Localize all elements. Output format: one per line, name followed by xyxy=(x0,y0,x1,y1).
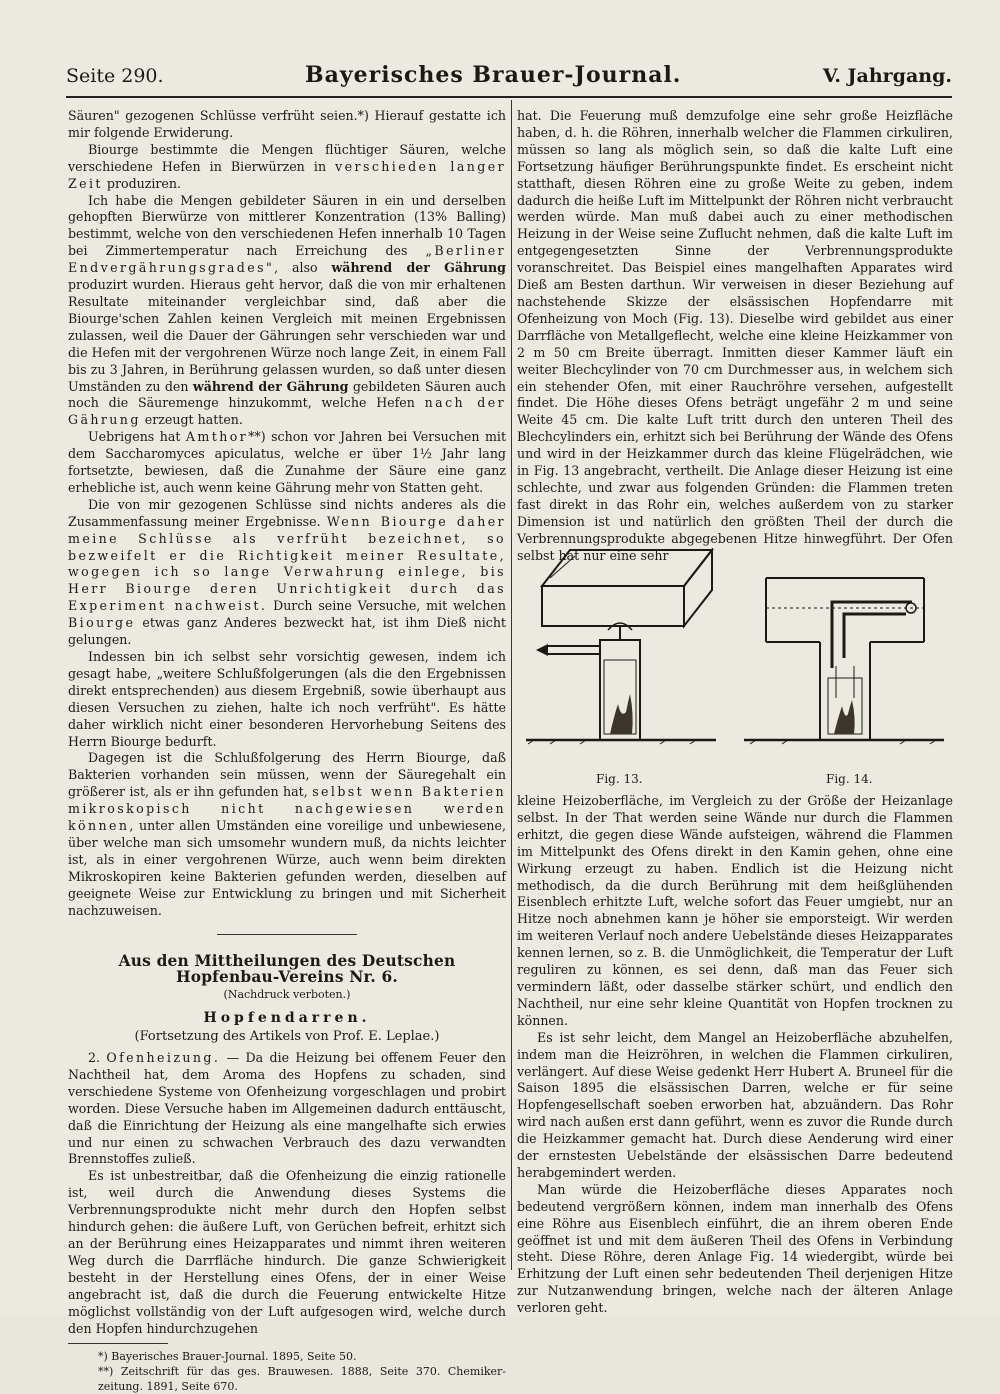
paragraph: Ich habe die Mengen gebildeter Säuren in ein und derselben gehopften Bierwürze von mittlerer Konzentration (13% Balling) bestimmt, welche von den verschiedenen Hefen innerhalb 10 Tagen bei Zimmertemperatur nach Erreichung des „Berliner Endvergährungsgrades", also während der Gährung produzirt wurden. Hieraus geht hervor, daß die von mir erhaltenen Resultate miteinander vergleichbar sind, daß aber die Biourge'schen Zahlen keinen Vergleich mit meinen Ergebnissen zulassen, weil die Dauer der Gährungen sehr verschieden war und die Hefen mit der vergohrenen Würze noch lange Zeit, in einem Fall bis zu 3 Jahren, in Berührung gelassen wurden, so daß unter diesen Umständen zu den während der Gährung gebildeten Säuren auch noch die Säuremenge hinzukommt, welche Hefen nach der Gährung erzeugt hatten. xyxy=(68,192,506,428)
paragraph: hat. Die Feuerung muß demzufolge eine sehr große Heizfläche haben, d. h. die Röhren, innerhalb welcher die Flammen cirkuliren, müssen so lang als möglich sein, so daß die kalte Luft eine Fortsetzung häufiger Berührungspunkte findet. Es erscheint nicht statthaft, diesen Röhren eine zu große Weite zu geben, indem dadurch die heiße Luft im Mittelpunkt der Röhren nicht verbraucht werden würde. Man muß dabei auch zu einer methodischen Heizung in der Weise seine Zuflucht nehmen, daß die kalte Luft im entgegengesetzten Sinne der Verbrennungsprodukte voranschreitet. Das Beispiel eines mangelhaften Apparates wird Dieß am Besten darthun. Wir verweisen in dieser Beziehung auf nachstehende Skizze der elsässischen Hopfendarre mit Ofenheizung von Moch (Fig. 13). Dieselbe wird gebildet aus einer Darrfläche von Metallgeflecht, welche eine kleine Heizkammer von 2 m 50 cm Breite überragt. Inmitten dieser Kammer läuft ein weiter Blechcylinder von 70 cm Durchmesser aus, in welchem sich ein stehender Ofen, mit einer Rauchröhre versehen, aufgestellt findet. Die Höhe dieses Ofens beträgt ungefähr 2 m und seine Weite 45 cm. Die kalte Luft tritt durch den unteren Theil des Blechcylinders ein, erhitzt sich bei Berührung der Wände des Ofens und wird in der Heizkammer durch das kleine Flügelrädchen, wie in Fig. 13 angebracht, vertheilt. Die Anlage dieser Heizung ist eine schlechte, und zwar aus folgenden Gründen: die Flammen treten fast direkt in das Rohr ein, welches außerdem von zu starker Dimension ist und natürlich den größten Theil der durch die Verbrennungsprodukte abgegebenen Hitze hinwegführt. Der Ofen selbst hat nur eine sehr xyxy=(517,108,953,563)
right-column-bottom xyxy=(517,793,953,1317)
column-divider xyxy=(511,100,512,1270)
paragraph: Säuren" gezogenen Schlüsse verfrüht seien.*) Hierauf gestatte ich mir folgende Erwiderung. xyxy=(68,108,506,140)
continuation-note: (Fortsetzung des Artikels von Prof. E. Leplae.) xyxy=(134,1029,440,1045)
running-header xyxy=(66,62,952,98)
right-column-top xyxy=(517,108,953,564)
page-number: Seite 290. xyxy=(66,65,164,87)
volume-label: V. Jahrgang. xyxy=(822,65,952,87)
footnote-rule xyxy=(68,1343,168,1344)
figure-13-drawing xyxy=(520,548,952,788)
journal-title: Bayerisches Brauer-Journal. xyxy=(304,62,682,88)
footnote: **) Zeitschrift für das ges. Brauwesen. 1888, Seite 370. Chemiker-zeitung. 1891, Seite 670. xyxy=(98,1365,506,1393)
paragraph: Man würde die Heizoberfläche dieses Apparates noch bedeutend vergrößern können, indem man innerhalb des Ofens eine Röhre aus Eisenblech einführt, die an ihrem oberen Ende geöffnet ist und mit dem äußeren Theil des Ofens in Verbindung steht. Diese Röhre, deren Anlage Fig. 14 wiedergibt, würde bei Erhitzung der Luft einen sehr bedeutenden Theil derjenigen Hitze zur Nutzanwendung bringen, welche nach der älteren Anlage verloren geht. xyxy=(517,1181,953,1316)
paragraph: Es ist unbestreitbar, daß die Ofenheizung die einzig rationelle ist, weil durch die Anwendung dieses Systems die Verbrennungsprodukte nicht mehr durch den Hopfen selbst hindurch gehen: die äußere Luft, von Gerüchen befreit, erhitzt sich an der Berührung eines Heizapparates und nimmt ihren weiteren Weg durch die Darrfläche hindurch. Die ganze Schwierigkeit besteht in der Herstellung eines Ofens, der in einer Weise angebracht ist, daß die durch die Feuerung entwickelte Hitze möglichst vollständig von der Luft aufgesogen wird, welche durch den Hopfen hindurchzugehen xyxy=(68,1168,506,1336)
paragraph: Uebrigens hat Amthor**) schon vor Jahren bei Versuchen mit dem Saccharomyces apiculatus, welche er über 1½ Jahr lang fortsetzte, bewiesen, daß die Zunahme der Säure eine ganz erhebliche ist, auch wenn keine Gährung mehr von Statten geht. xyxy=(68,429,506,495)
figure-13-caption: Fig. 13. xyxy=(596,772,643,786)
paragraph: Biourge bestimmte die Mengen flüchtiger Säuren, welche verschiedene Hefen in Bierwürzen in verschieden langer Zeit produziren. xyxy=(68,141,506,191)
figures xyxy=(520,548,952,788)
section-separator xyxy=(217,934,357,935)
footnote: *) Bayerisches Brauer-Journal. 1895, Seite 50. xyxy=(98,1350,357,1364)
figure-14-caption: Fig. 14. xyxy=(826,772,873,786)
paragraph: Die von mir gezogenen Schlüsse sind nichts anderes als die Zusammenfassung meiner Ergebnisse. Wenn Biourge daher meine Schlüsse als verfrüht bezeichnet, so bezweifelt er die Richtigkeit meiner Resultate, wogegen ich so lange Verwahrung einlege, bis Herr Biourge deren Unrichtigkeit durch das Experiment nachweist. Durch seine Versuche, mit welchen Biourge etwas ganz Anderes bezweckt hat, ist ihm Dieß nicht gelungen. xyxy=(68,496,506,648)
section-title: Aus den Mittheilungen des Deutschen Hopfenbau-Vereins Nr. 6. xyxy=(118,951,456,987)
left-column xyxy=(68,108,506,1394)
reprint-note: (Nachdruck verboten.) xyxy=(223,988,351,1002)
paragraph: Es ist sehr leicht, dem Mangel an Heizoberfläche abzuhelfen, indem man die Heizröhren, in welchen die Flammen cirkuliren, verlängert. Auf diese Weise gedenkt Herr Hubert A. Bruneel für die Saison 1895 die elsässischen Darren, welche er für seine Hopfengesellschaft soeben erworben hat, abzuändern. Das Rohr wird nach außen erst dann geführt, wenn es zuvor die Runde durch die Heizkammer gemacht hat. Durch diese Aenderung wird einer der ernstesten Uebelstände der elsässischen Darre bedeutend herabgemindert werden. xyxy=(517,1029,953,1180)
paragraph: Indessen bin ich selbst sehr vorsichtig gewesen, indem ich gesagt habe, „weitere Schlußfolgerungen (als die den Ergebnissen direkt entsprechenden) aus diesem Ergebniß, sowie überhaupt aus diesen Versuchen zu ziehen, halte ich noch verfrüht". Es hätte daher wirklich nicht einer besonderen Hervorhebung Seitens des Herrn Biourge bedurft. xyxy=(68,649,506,749)
section-subtitle: Hopfendarren. xyxy=(203,1010,371,1027)
paragraph: kleine Heizoberfläche, im Vergleich zu der Größe der Heizanlage selbst. In der That werden seine Wände nur durch die Flammen erhitzt, die gegen diese Wände aufsteigen, während die Flammen im Mittelpunkt des Ofens direkt in den Kamin gehen, ohne eine Wirkung erzeugt zu haben. Endlich ist die Heizung nicht methodisch, da die durch Berührung mit dem heißglühenden Eisenblech erhitzte Luft, welche sofort das Feuer umgiebt, nur an Hitze noch abnehmen kann je höher sie emporsteigt. Wir werden im weiteren Verlauf noch andere Uebelstände dieses Heizapparates kennen lernen, so z. B. die Unmöglichkeit, die Temperatur der Luft reguliren zu können, es sei denn, daß man das Feuer sich vermindern läßt, oder dasselbe stärker schürt, und endlich den Nachtheil, nur eine sehr kleine Quantität von Hopfen trocknen zu können. xyxy=(517,793,953,1028)
paragraph: Dagegen ist die Schlußfolgerung des Herrn Biourge, daß Bakterien vorhanden sein müssen, wenn der Säuregehalt ein größerer ist, als er ihn gefunden hat, selbst wenn Bakterien mikroskopisch nicht nachgewiesen werden können, unter allen Umständen eine voreilige und unbewiesene, über welche man sich umsomehr wundern muß, da nichts leichter ist, als in einer vergohrenen Würze, auch wenn beim direkten Mikroskopiren keine Bakterien gefunden werden, dieselben auf geeignete Weise zur Entwicklung zu bringen und mit Sicherheit nachzuweisen. xyxy=(68,750,506,918)
paragraph: 2. Ofenheizung. — Da die Heizung bei offenem Feuer den Nachtheil hat, dem Aroma des Hopfens zu schaden, sind verschiedene Systeme von Ofenheizung vorgeschlagen und probirt worden. Diese Versuche haben im Allgemeinen dadurch enttäuscht, daß die Einrichtung der Heizung als eine mangelhafte sich erwies und nur einen zu schwachen Verbrauch des dazu verwandten Brennstoffes zuließ. xyxy=(68,1050,506,1167)
